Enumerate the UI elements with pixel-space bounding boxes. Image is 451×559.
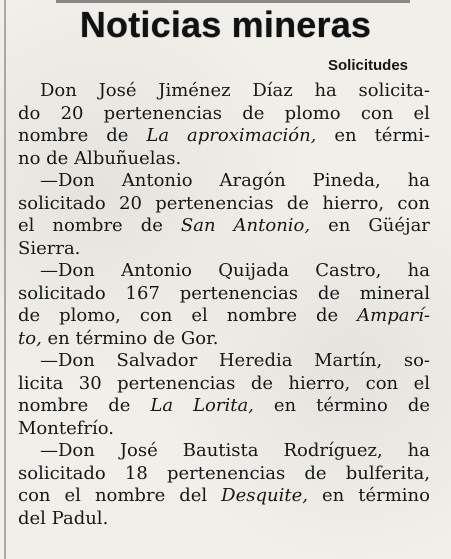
word: pertenencias <box>117 372 236 394</box>
word: 20 <box>119 192 142 214</box>
word: to, <box>18 327 48 349</box>
word: de <box>317 282 340 304</box>
word: Bautista <box>182 440 259 461</box>
word: no <box>18 147 47 169</box>
word: bulferita, <box>345 462 430 484</box>
word: de <box>108 395 131 416</box>
word: de <box>250 372 273 394</box>
word: 20 <box>60 102 84 124</box>
text-line <box>18 305 430 328</box>
word: plomo <box>284 102 341 124</box>
text-line <box>18 215 430 238</box>
word: —Don <box>40 440 95 461</box>
text-line <box>18 283 430 306</box>
word: del <box>179 485 208 506</box>
text-line <box>18 125 430 148</box>
word: hierro, <box>288 372 351 394</box>
word: Albuñuelas. <box>74 147 182 169</box>
word: ha <box>407 440 430 461</box>
word: Martín, <box>314 350 383 371</box>
word: licita <box>18 372 64 394</box>
word: en <box>47 327 76 349</box>
text-line <box>18 373 430 396</box>
word: San <box>180 215 216 236</box>
word: Gor. <box>180 327 219 349</box>
word: do <box>18 102 41 124</box>
word: el <box>191 305 208 326</box>
word: de <box>46 147 75 169</box>
word: el <box>413 102 430 124</box>
text-line <box>18 80 430 103</box>
word: en <box>273 395 297 416</box>
word: el <box>413 372 430 394</box>
word: Sierra. <box>18 237 81 259</box>
word: de <box>316 305 339 326</box>
word: 167 <box>125 282 160 304</box>
word: nombre <box>18 395 89 416</box>
word: el <box>64 485 81 506</box>
word: Antonio <box>121 260 192 281</box>
word: Quijada <box>218 260 289 281</box>
word: solicita- <box>358 80 430 101</box>
word: —Don <box>40 170 95 191</box>
word: pertenencias <box>155 192 274 214</box>
word: José <box>98 80 137 101</box>
word: nombre <box>52 215 123 236</box>
word: solicitado <box>18 282 106 304</box>
text-line <box>18 328 430 351</box>
word: de <box>18 305 41 326</box>
word: Desquite, <box>221 485 308 506</box>
column-rule <box>4 0 6 559</box>
word: término <box>75 327 153 349</box>
word: Güéjar <box>368 215 430 236</box>
word: solicitado <box>18 192 106 214</box>
word: nombre <box>226 305 298 326</box>
word: térmi- <box>374 125 430 146</box>
text-line <box>18 395 430 418</box>
text-line <box>18 440 430 463</box>
word: 18 <box>124 462 148 484</box>
word: en <box>334 125 357 146</box>
word: so- <box>403 350 430 371</box>
word: de <box>407 395 430 416</box>
word: de <box>106 125 129 146</box>
word: término <box>358 485 430 506</box>
word: Pineda, <box>312 170 381 191</box>
word: con <box>18 485 51 506</box>
text-line <box>18 260 430 283</box>
word: Salvador <box>116 350 198 371</box>
word: con <box>365 372 399 394</box>
word: Antonio <box>121 170 193 191</box>
word: Montefrío. <box>18 417 115 439</box>
word: plomo, <box>59 305 121 326</box>
word: pertenencias <box>179 282 299 304</box>
word: Rodríguez, <box>283 440 383 461</box>
word: término <box>316 395 388 416</box>
word: del <box>18 507 52 529</box>
word: en <box>328 215 351 236</box>
word: Castro, <box>315 260 382 281</box>
word: Jiménez <box>158 80 231 101</box>
word: con <box>360 102 394 124</box>
word: 30 <box>78 372 102 394</box>
word: de <box>286 192 310 214</box>
word: mineral <box>359 282 430 304</box>
word: hierro, <box>322 192 385 214</box>
text-line <box>18 103 430 126</box>
word: La <box>150 395 174 416</box>
text-line <box>18 485 430 508</box>
word: ha <box>407 170 430 191</box>
text-line <box>18 238 430 261</box>
word: pertenencias <box>103 102 222 124</box>
text-line <box>18 418 430 441</box>
word: solicitado <box>18 462 106 484</box>
word: de <box>242 102 265 124</box>
article-body <box>18 80 430 530</box>
word: ha <box>314 80 337 101</box>
word: José <box>119 440 158 461</box>
section-heading: Solicitudes <box>328 57 409 74</box>
text-line <box>18 170 430 193</box>
word: Padul. <box>51 507 109 529</box>
word: Aragón <box>219 170 286 191</box>
text-line <box>18 350 430 373</box>
word: Amparí- <box>357 305 430 326</box>
word: con <box>397 192 430 214</box>
word: Díaz <box>252 80 293 101</box>
word: el <box>18 215 35 236</box>
word: de <box>140 215 163 236</box>
word: pertenencias <box>166 462 286 484</box>
text-line <box>18 193 430 216</box>
word: Don <box>40 80 77 101</box>
text-line <box>18 508 430 531</box>
word: en <box>321 485 345 506</box>
word: nombre <box>18 125 89 146</box>
text-line <box>18 148 430 171</box>
word: de <box>304 462 327 484</box>
word: Heredia <box>218 350 293 371</box>
word: La <box>146 125 170 146</box>
word: ha <box>407 260 430 281</box>
word: nombre <box>94 485 166 506</box>
word: aproximación, <box>187 125 317 146</box>
word: de <box>152 327 181 349</box>
word: —Don <box>40 260 95 281</box>
word: Lorita, <box>193 395 254 416</box>
word: —Don <box>40 350 95 371</box>
text-line <box>18 463 430 486</box>
word: con <box>139 305 173 326</box>
word: Antonio, <box>233 215 311 236</box>
headline: Noticias mineras <box>79 4 372 45</box>
